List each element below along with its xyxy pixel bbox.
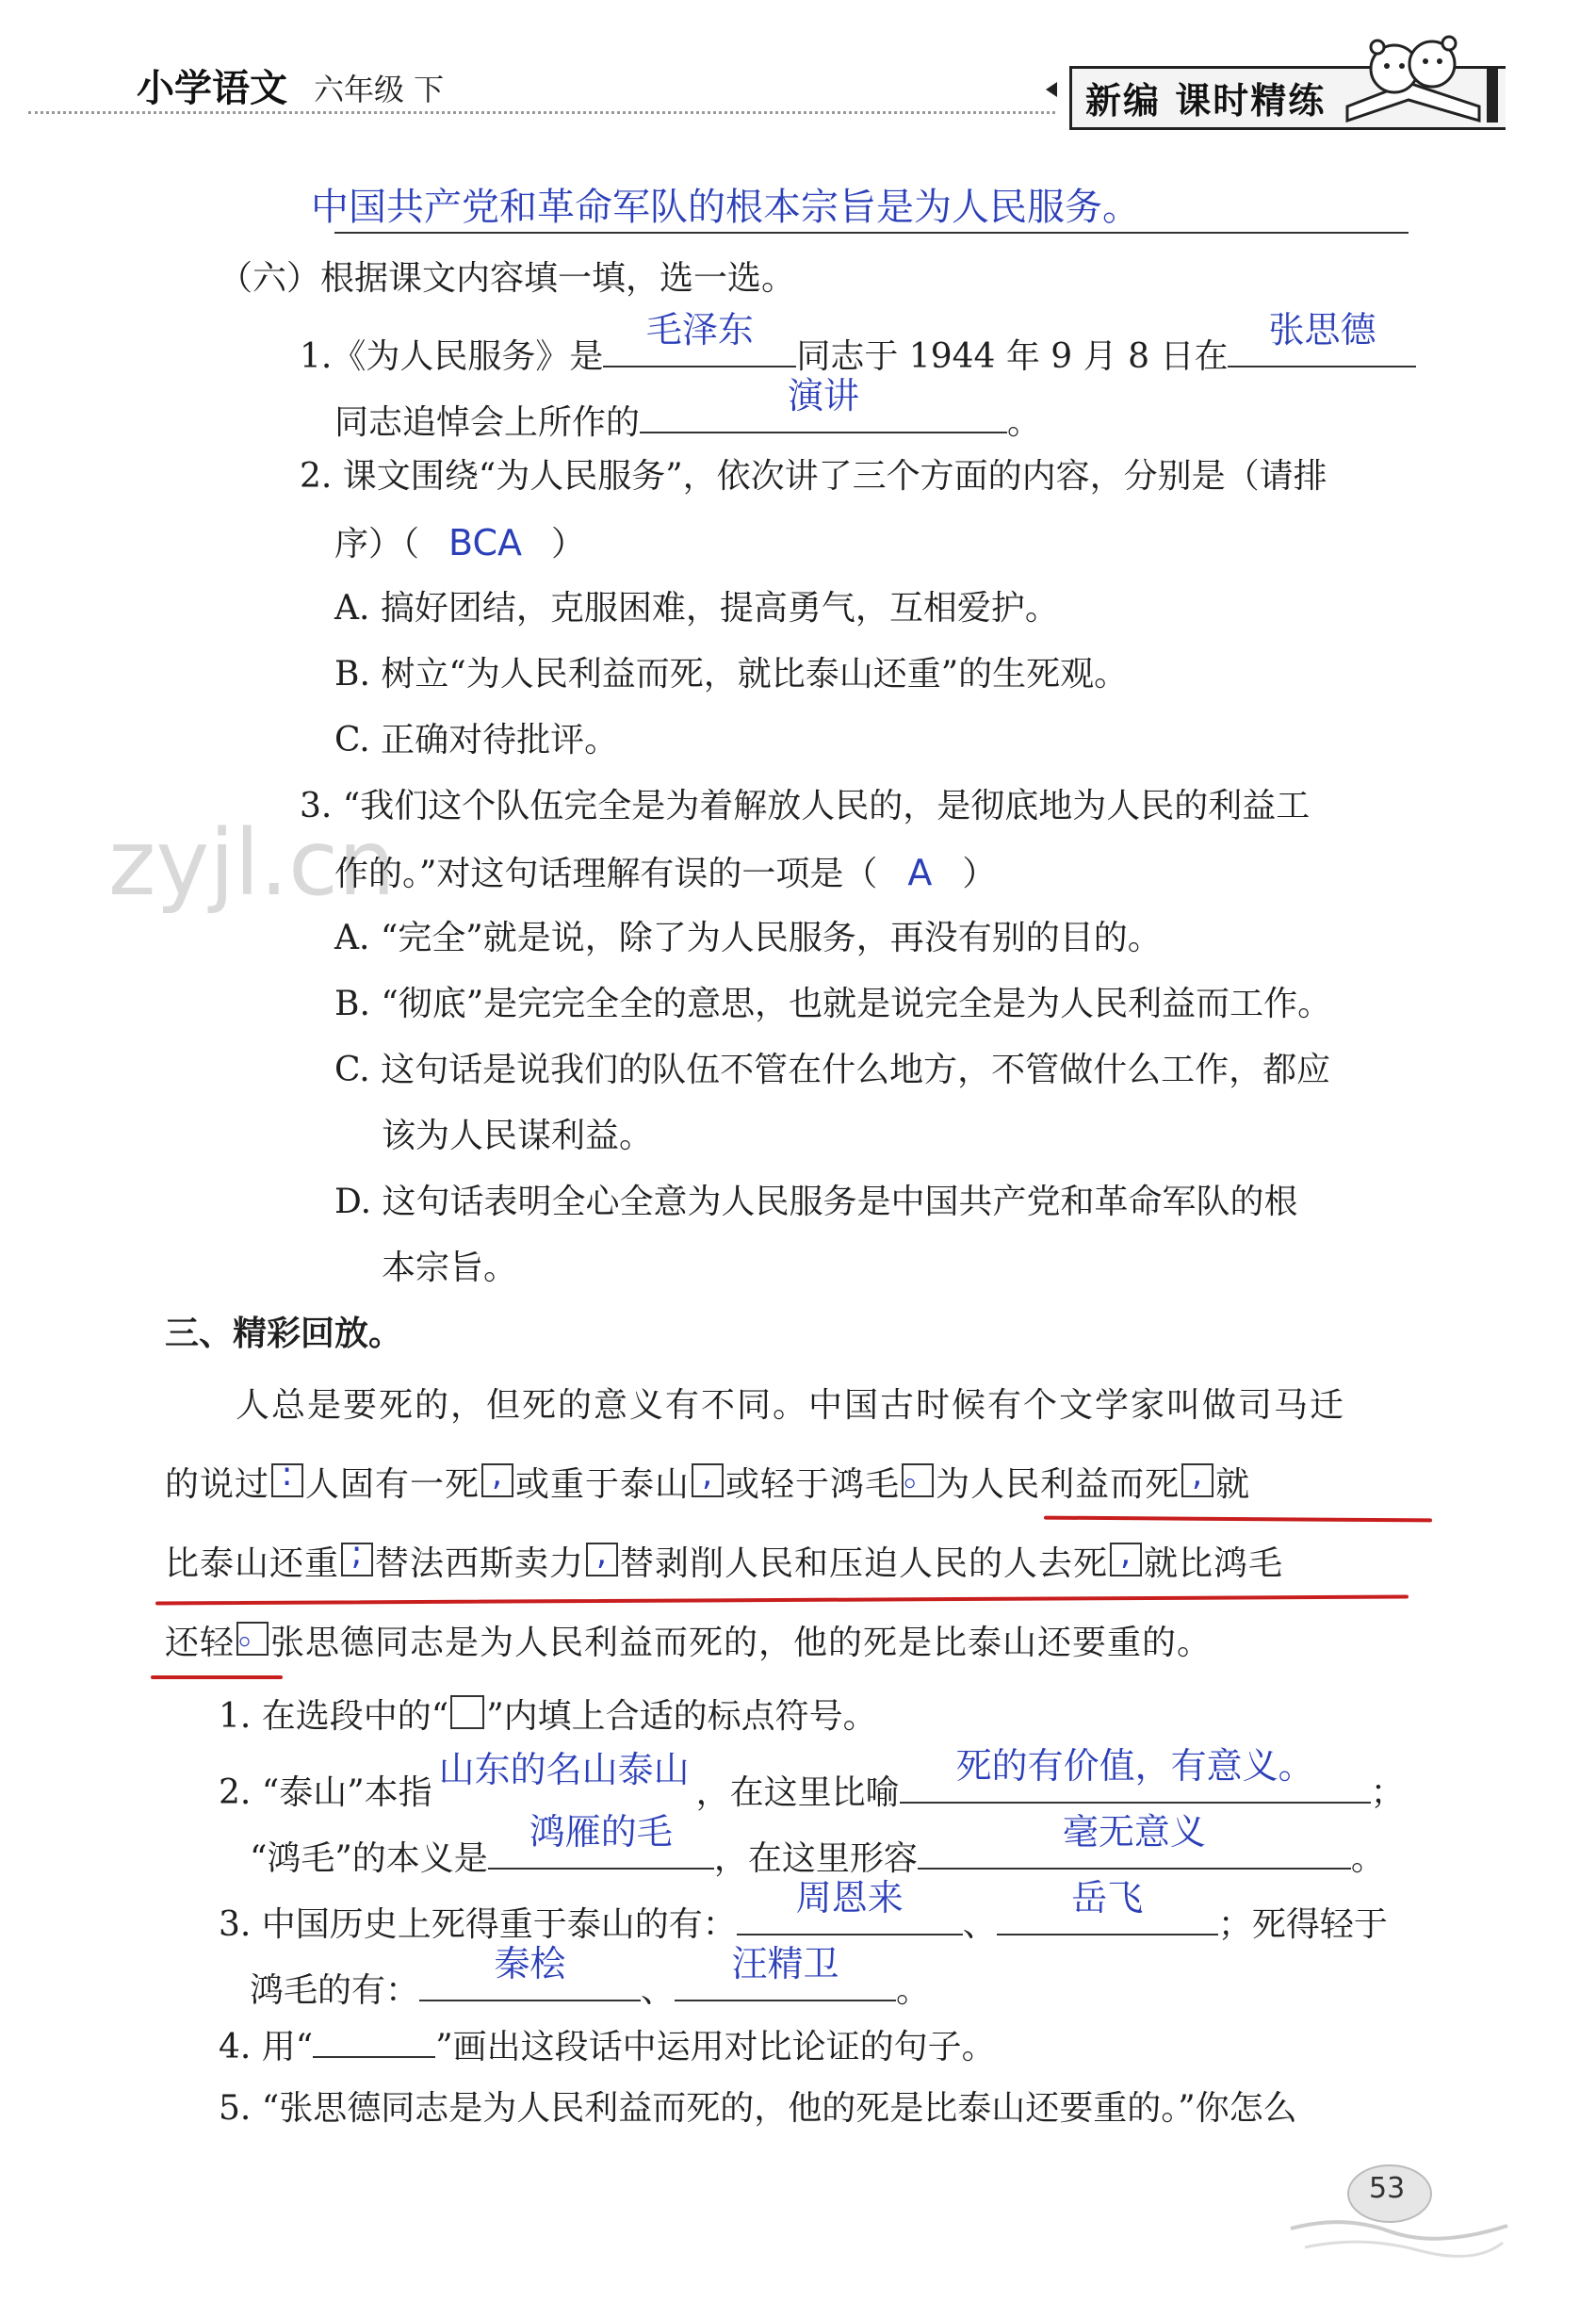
punct-box-2[interactable]	[481, 1455, 513, 1497]
q1-text-2: 同志于 1944 年 9 月 8 日在	[796, 337, 1229, 376]
s3q3-blank-4[interactable]	[675, 1943, 896, 2001]
p4-seg-1: 还轻	[165, 1624, 236, 1662]
punct-answer-9: 。	[238, 1613, 274, 1652]
punct-answer-6: ;	[350, 1534, 364, 1573]
s3q2-blank-2[interactable]	[900, 1745, 1371, 1804]
header-arrow-icon	[1046, 82, 1057, 97]
book-mascot-icon	[1338, 26, 1489, 134]
q2-option-a: A. 搞好团结，克服困难，提高勇气，互相爱护。	[334, 589, 1059, 628]
s3q3-text-4: 。	[896, 1971, 931, 2010]
passage-line-2	[165, 1455, 1251, 1508]
s3q3-text-2: ；死得轻于	[1217, 1905, 1388, 1944]
punct-answer-5: ,	[1191, 1455, 1204, 1494]
passage-line-1: 人总是要死的，但死的意义有不同。中国古时候有个文学家叫做司马迁	[236, 1386, 1346, 1425]
q2-text-pre: 序）（	[334, 525, 420, 563]
section3-q1	[219, 1694, 877, 1739]
punct-box-5[interactable]	[1181, 1455, 1213, 1497]
header-right-bar	[1487, 68, 1498, 122]
punct-box-3[interactable]	[692, 1455, 724, 1497]
q1-text-4: 。	[1007, 403, 1042, 442]
section6-q1-line2	[334, 375, 1042, 446]
s3q3-text-3: 鸿毛的有：	[250, 1971, 420, 2010]
p2-seg-1: 的说过	[165, 1465, 270, 1504]
header-series: 新编 课时精练	[1085, 80, 1327, 122]
underline-contrast-1	[1044, 1516, 1432, 1523]
q2-answer[interactable]: BCA	[448, 522, 522, 563]
header-dotted-rule	[28, 111, 1055, 114]
punct-answer-3: ,	[701, 1455, 714, 1494]
s3q2-text-4: “鸿毛”的本义是	[250, 1839, 488, 1878]
section3-q3-line1	[219, 1877, 1388, 1948]
punct-answer-8: ,	[1119, 1534, 1132, 1573]
section6-q3-line2	[334, 850, 996, 897]
section3-q2-line1	[219, 1745, 1405, 1816]
p3-seg-2: 替法西斯卖力	[375, 1544, 585, 1583]
s3q2-answer-3: 鸿雁的毛	[529, 1811, 673, 1853]
p3-seg-1: 比泰山还重	[165, 1544, 340, 1583]
q3-option-c-line2: 该为人民谋利益。	[382, 1117, 654, 1155]
s3q3-blank-2[interactable]	[997, 1877, 1218, 1935]
page-number: 53	[1369, 2172, 1406, 2205]
s3q4-pre: 4. 用“	[219, 2028, 314, 2066]
punct-box-8[interactable]	[1110, 1534, 1142, 1576]
q3-option-a: A. “完全”就是说，除了为人民服务，再没有别的目的。	[334, 919, 1162, 957]
punct-box-7[interactable]	[586, 1534, 618, 1576]
example-box	[450, 1695, 484, 1729]
punct-box-9[interactable]	[236, 1613, 274, 1656]
section3-q2-line2	[250, 1811, 1385, 1882]
q3-option-d-line1: D. 这句话表明全心全意为人民服务是中国共产党和革命军队的根	[334, 1183, 1298, 1221]
s3q2-answer-4: 毫无意义	[1062, 1811, 1206, 1853]
punct-box-6[interactable]	[341, 1534, 373, 1576]
section3-title: 三、精彩回放。	[165, 1315, 403, 1353]
s3q3-blank-1[interactable]	[737, 1877, 963, 1935]
s3q2-text-2: ，在这里比喻	[695, 1773, 900, 1812]
p2-seg-3: 或重于泰山	[515, 1465, 691, 1504]
s3q1-pre: 1. 在选段中的“	[219, 1697, 449, 1736]
punct-answer-4: 。	[904, 1455, 939, 1494]
section6-q2-line1: 2. 课文围绕“为人民服务”，依次讲了三个方面的内容，分别是（请排	[300, 457, 1327, 496]
p3-seg-3: 替剥削人民和压迫人民的人去死	[620, 1544, 1109, 1583]
header-grade: 六年级 下	[314, 72, 445, 107]
p2-seg-2: 人固有一死	[305, 1465, 480, 1504]
s3q4-underline-sample	[313, 2022, 435, 2058]
s3q2-text-1: 2. “泰山”本指	[219, 1773, 432, 1812]
q2-option-c: C. 正确对待批评。	[334, 721, 619, 759]
q3-option-d-line2: 本宗旨。	[382, 1249, 518, 1287]
s3q3-sep-2: 、	[641, 1971, 676, 2010]
q1-text-3: 同志追悼会上所作的	[334, 403, 641, 442]
section6-title: （六）根据课文内容填一填，选一选。	[219, 259, 796, 298]
s3q3-sep-1: 、	[962, 1905, 997, 1944]
q3-text-pre: 作的。”对这句话理解有误的一项是（	[334, 855, 878, 893]
s3q3-answer-3: 秦桧	[494, 1943, 566, 1984]
s3q2-blank-1[interactable]	[432, 1749, 696, 1804]
passage-line-3	[165, 1534, 1284, 1587]
passage-line-4	[165, 1613, 1213, 1666]
header-subject: 小学语文	[137, 67, 287, 110]
q3-option-c-line1: C. 这句话是说我们的队伍不管在什么地方，不管做什么工作，都应	[334, 1051, 1331, 1089]
q1-answer-author: 毛泽东	[645, 309, 754, 351]
q1-blank-genre[interactable]	[640, 375, 1007, 433]
s3q2-answer-1: 山东的名山泰山	[438, 1749, 690, 1790]
q1-answer-genre: 演讲	[788, 375, 860, 416]
top-answer-rule	[334, 232, 1409, 234]
s3q2-blank-3[interactable]	[488, 1811, 714, 1870]
s3q2-text-3: ；	[1370, 1773, 1405, 1812]
section3-q5: 5. “张思德同志是为人民利益而死的，他的死是比泰山还要重的。”你怎么	[219, 2089, 1297, 2128]
s3q3-answer-1: 周恩来	[795, 1877, 904, 1919]
punct-box-1[interactable]	[271, 1455, 303, 1497]
s3q3-answer-2: 岳飞	[1071, 1877, 1144, 1919]
s3q3-answer-4: 汪精卫	[731, 1943, 839, 1984]
punct-answer-2: ,	[491, 1455, 504, 1494]
underline-contrast-2	[155, 1595, 1409, 1606]
punct-answer-1: :	[281, 1455, 294, 1494]
p2-seg-4: 或轻于鸿毛	[725, 1465, 901, 1504]
s3q2-text-5: ，在这里形容	[713, 1839, 918, 1878]
q2-option-b: B. 树立“为人民利益而死，就比泰山还重”的生死观。	[334, 655, 1129, 694]
q1-answer-person: 张思德	[1268, 309, 1376, 351]
q2-text-post: ）	[551, 525, 586, 563]
punct-answer-7: ,	[595, 1534, 609, 1573]
q1-blank-author[interactable]	[603, 309, 796, 367]
section6-q3-line1: 3. “我们这个队伍完全是为着解放人民的，是彻底地为人民的利益工	[300, 787, 1311, 825]
watermark: zyjl.cn	[108, 810, 396, 916]
q1-text-1: 1.《为人民服务》是	[300, 337, 604, 376]
section6-q2-line2	[334, 520, 585, 567]
p4-seg-2: 张思德同志是为人民利益而死的，他的死是比泰山还要重的。	[270, 1624, 1213, 1662]
underline-contrast-3	[151, 1675, 283, 1679]
punct-box-4[interactable]	[902, 1455, 939, 1497]
section3-q4	[219, 2022, 996, 2070]
s3q1-post: ”内填上合适的标点符号。	[486, 1697, 877, 1736]
section6-q1-line1	[300, 309, 1416, 380]
s3q2-answer-2: 死的有价值，有意义。	[955, 1745, 1314, 1787]
p2-seg-6: 就	[1215, 1465, 1251, 1504]
top-answer: 中国共产党和革命军队的根本宗旨是为人民服务。	[311, 186, 1140, 229]
q3-text-post: ）	[962, 855, 997, 893]
s3q2-text-6: 。	[1350, 1839, 1385, 1878]
q3-option-b: B. “彻底”是完完全全的意思，也就是说完全是为人民利益而工作。	[334, 985, 1332, 1023]
p3-seg-4: 就比鸿毛	[1144, 1544, 1284, 1583]
p2-seg-5: 为人民利益而死	[936, 1465, 1181, 1504]
s3q3-blank-3[interactable]	[419, 1943, 641, 2001]
q1-blank-person[interactable]	[1228, 309, 1416, 367]
s3q2-blank-4[interactable]	[918, 1811, 1351, 1870]
s3q3-text-1: 3. 中国历史上死得重于泰山的有：	[219, 1905, 737, 1944]
q3-answer[interactable]: A	[907, 852, 933, 893]
s3q4-post: ”画出这段话中运用对比论证的句子。	[435, 2028, 996, 2066]
section3-q3-line2	[250, 1943, 931, 2014]
